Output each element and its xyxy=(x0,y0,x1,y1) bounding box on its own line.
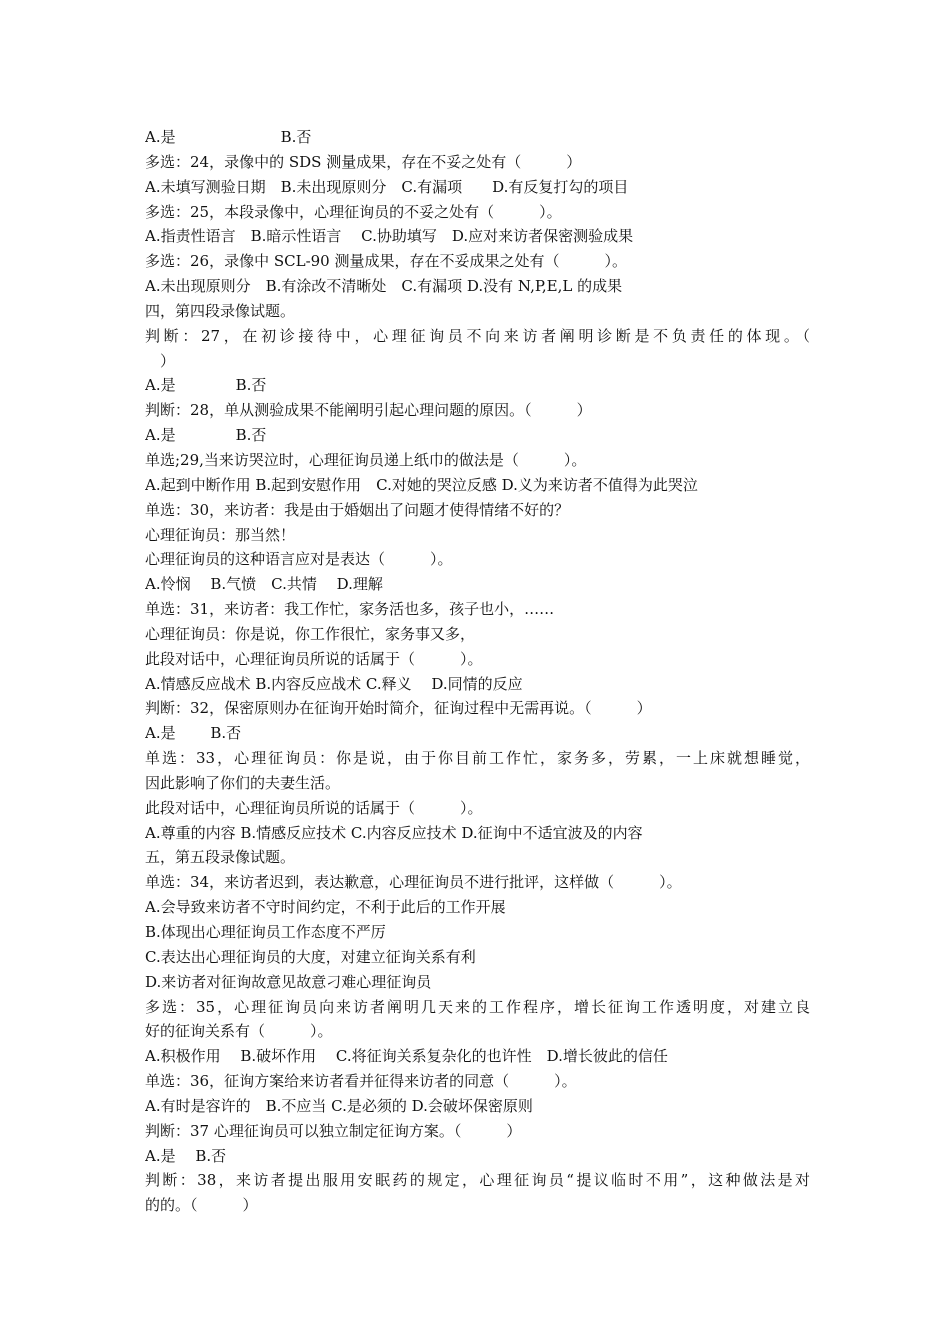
answer-options-32: A.是 B.否 xyxy=(145,724,242,743)
answer-options-29: A.起到中断作用 B.起到安慰作用 C.对她的哭泣反感 D.义为来访者不值得为此哭泣 xyxy=(145,475,698,494)
question-30: 单选：30，来访者：我是由于婚姻出了问题才使得情绪不好的？ xyxy=(145,500,570,519)
question-29: 单选;29,当来访哭泣时，心理征询员递上纸巾的做法是（ ）。 xyxy=(145,450,587,469)
answer-options-31: A.情感反应战术 B.内容反应战术 C.释义 D.同情的反应 xyxy=(145,674,523,693)
answer-options-28: A.是 B.否 xyxy=(145,426,267,445)
answer-option-34-d: D.来访者对征询故意见故意刁难心理征询员 xyxy=(145,972,432,991)
answer-options-26: A.未出现原则分 B.有涂改不清晰处 C.有漏项 D.没有 N,P,E,L 的成果 xyxy=(145,277,623,296)
question-35-continued: 好的征询关系有（ ）。 xyxy=(145,1022,333,1041)
question-30-dialogue: 心理征询员：那当然！ xyxy=(145,525,296,544)
question-30-prompt: 心理征询员的这种语言应对是表达（ ）。 xyxy=(145,550,453,569)
question-24: 多选：24，录像中的 SDS 测量成果，存在不妥之处有（ ） xyxy=(145,152,582,171)
answer-options-24: A.未填写测验日期 B.未出现原则分 C.有漏项 D.有反复打勾的项目 xyxy=(145,177,629,196)
answer-option-34-b: B.体现出心理征询员工作态度不严厉 xyxy=(145,923,386,941)
question-35: 多选：35，心理征询员向来访者阐明几天来的工作程序，增长征询工作透明度，对建立良 xyxy=(145,997,810,1016)
question-33-prompt: 此段对话中，心理征询员所说的话属于（ ）。 xyxy=(145,798,483,817)
question-31: 单选：31，来访者：我工作忙，家务活也多，孩子也小，…… xyxy=(145,600,555,619)
answer-option-34-c: C.表达出心理征询员的大度，对建立征询关系有利 xyxy=(145,947,476,966)
question-27-continued: ） xyxy=(145,351,176,370)
question-33: 单选：33，心理征询员：你是说，由于你目前工作忙，家务多，劳累，一上床就想睡觉， xyxy=(145,749,810,768)
answer-options-27: A.是 B.否 xyxy=(145,376,267,395)
question-34: 单选：34，来访者迟到，表达歉意，心理征询员不进行批评，这样做（ ）。 xyxy=(145,873,682,892)
question-27: 判断：27，在初诊接待中，心理征询员不向来访者阐明诊断是不负责任的体现。（ xyxy=(145,326,810,345)
question-36: 单选：36，征询方案给来访者看并征得来访者的同意（ ）。 xyxy=(145,1072,577,1091)
question-37: 判断：37 心理征询员可以独立制定征询方案。（ ） xyxy=(145,1121,522,1140)
section-heading-4: 四，第四段录像试题。 xyxy=(145,301,296,320)
question-38: 判断：38，来访者提出服用安眠药的规定，心理征询员“提议临时不用”，这种做法是对 xyxy=(145,1171,810,1190)
question-31-prompt: 此段对话中，心理征询员所说的话属于（ ）。 xyxy=(145,649,483,668)
section-heading-5: 五，第五段录像试题。 xyxy=(145,848,296,867)
question-28: 判断：28，单从测验成果不能阐明引起心理问题的原因。（ ） xyxy=(145,401,592,420)
question-31-dialogue: 心理征询员：你是说，你工作很忙，家务事又多， xyxy=(145,624,476,643)
question-26: 多选：26，录像中 SCL-90 测量成果，存在不妥成果之处有（ ）。 xyxy=(145,252,627,271)
answer-options-23: A.是 B.否 xyxy=(145,128,312,146)
question-25: 多选：25，本段录像中，心理征询员的不妥之处有（ ）。 xyxy=(145,202,562,221)
answer-options-37: A.是 B.否 xyxy=(145,1146,227,1165)
answer-options-35: A.积极作用 B.破坏作用 C.将征询关系复杂化的也许性 D.增长彼此的信任 xyxy=(145,1047,668,1066)
question-38-continued: 的的。（ ） xyxy=(145,1196,258,1215)
answer-option-34-a: A.会导致来访者不守时间约定，不利于此后的工作开展 xyxy=(145,898,506,917)
answer-options-30: A.怜悯 B.气愤 C.共情 D.理解 xyxy=(145,575,383,594)
question-33-continued: 因此影响了你们的夫妻生活。 xyxy=(145,773,341,792)
answer-options-33: A.尊重的内容 B.情感反应技术 C.内容反应技术 D.征询中不适宜波及的内容 xyxy=(145,823,643,842)
document-page xyxy=(145,125,810,1218)
question-32: 判断：32，保密原则办在征询开始时简介，征询过程中无需再说。（ ） xyxy=(145,699,652,718)
answer-options-25: A.指责性语言 B.暗示性语言 C.协助填写 D.应对来访者保密测验成果 xyxy=(145,227,634,246)
answer-options-36: A.有时是容许的 B.不应当 C.是必须的 D.会破坏保密原则 xyxy=(145,1096,533,1115)
